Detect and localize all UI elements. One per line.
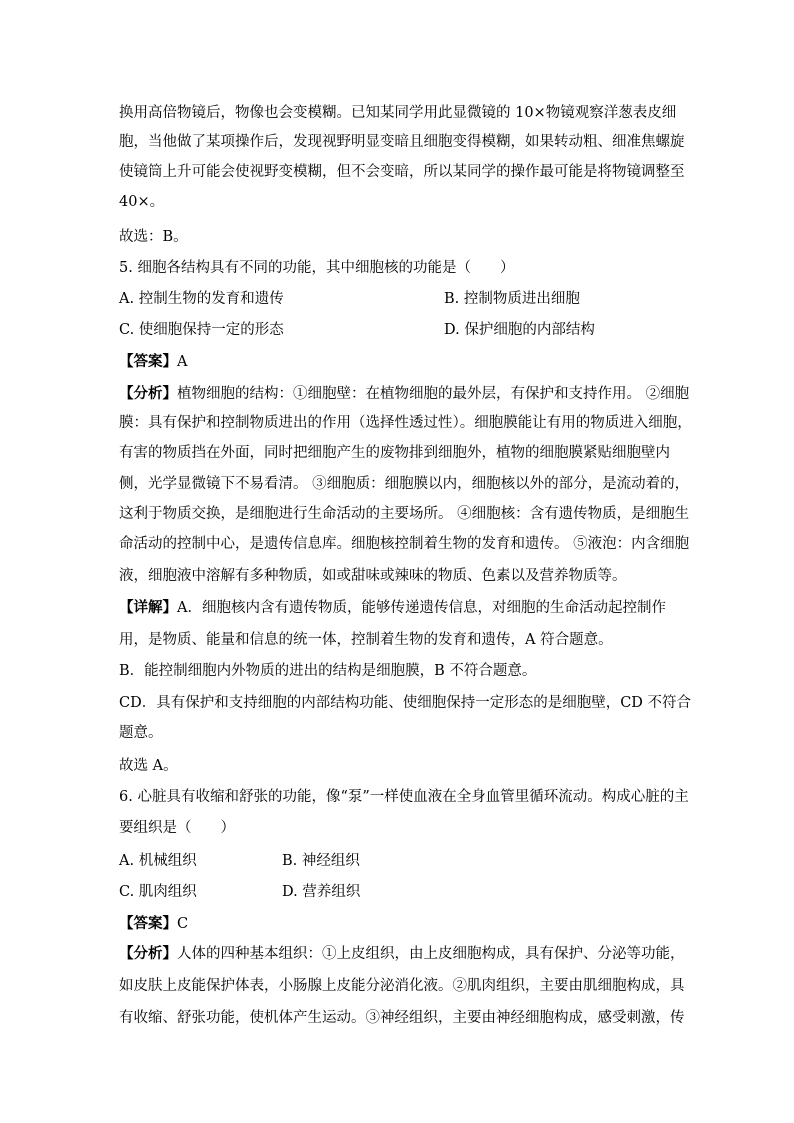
q5-answer-tag: 【答案】 <box>119 353 177 370</box>
q5-answer <box>119 352 187 372</box>
q5-analysis-line-4: 侧，光学显微镜下不易看清。 ③细胞质：细胞膜以内，细胞核以外的部分，是流动着的， <box>119 476 690 492</box>
q5-stem: 5. 细胞各结构具有不同的功能，其中细胞核的功能是（ ） <box>119 260 515 276</box>
q5-detail-line-1 <box>119 598 666 618</box>
q5-detail-line-5: 题意。 <box>119 725 163 741</box>
q4-line-2: 胞，当他做了某项操作后，发现视野明显变暗且细胞变得模糊，如果转动粗、细准焦螺旋 <box>119 134 685 150</box>
q6-option-b: B. 神经组织 <box>282 853 360 869</box>
q6-answer-value: C <box>177 916 189 932</box>
q5-answer-value: A <box>177 354 188 370</box>
q5-option-b: B. 控制物质进出细胞 <box>444 291 580 307</box>
q5-option-c: C. 使细胞保持一定的形态 <box>119 322 284 338</box>
q4-line-3: 使镜筒上升可能会使视野变模糊，但不会变暗，所以某同学的操作最可能是将物镜调整至 <box>119 164 685 180</box>
q6-analysis-line-2: 如皮肤上皮能保护体表，小肠腺上皮能分泌消化液。②肌肉组织，主要由肌细胞构成，具 <box>119 978 685 994</box>
q6-analysis-text-1: 人体的四种基本组织：①上皮组织，由上皮细胞构成，具有保护、分泌等功能， <box>177 946 685 962</box>
q5-analysis-line-2: 膜：具有保护和控制物质进出的作用（选择性透过性）。细胞膜能让有用的物质进入细胞， <box>119 415 692 431</box>
q5-analysis-line-6: 命活动的控制中心，是遗传信息库。细胞核控制着生物的发育和遗传。 ⑤液泡：内含细胞 <box>119 536 690 552</box>
q5-detail-tag: 【详解】 <box>119 599 177 616</box>
q6-option-a: A. 机械组织 <box>119 853 197 869</box>
q6-stem-line-1: 6. 心脏具有收缩和舒张的功能，像“泵”一样使血液在全身血管里循环流动。构成心脏的主 <box>119 789 689 805</box>
q5-option-a: A. 控制生物的发育和遗传 <box>119 291 284 307</box>
q6-analysis-line-1 <box>119 944 685 964</box>
q5-detail-line-2: 用，是物质、能量和信息的统一体，控制着生物的发育和遗传，A 符合题意。 <box>119 632 613 648</box>
q5-analysis-line-7: 液，细胞液中溶解有多种物质，如或甜味或辣味的物质、色素以及营养物质等。 <box>119 568 627 584</box>
q5-analysis-tag: 【分析】 <box>119 385 177 402</box>
q5-analysis-text-1: 植物细胞的结构：①细胞壁：在植物细胞的最外层，有保护和支持作用。 ②细胞 <box>177 386 690 402</box>
q4-line-1: 换用高倍物镜后，物像也会变模糊。已知某同学用此显微镜的 10×物镜观察洋葱表皮细 <box>119 105 677 121</box>
q5-detail-line-4: CD．具有保护和支持细胞的内部结构功能、使细胞保持一定形态的是细胞壁，CD 不符合 <box>119 695 692 711</box>
q4-choice: 故选：B。 <box>119 229 188 245</box>
q4-line-4: 40×。 <box>119 194 165 210</box>
q6-stem-line-2: 要组织是（ ） <box>119 820 235 836</box>
q6-option-c: C. 肌肉组织 <box>119 884 197 900</box>
q5-detail-text-1: A．细胞核内含有遗传物质，能够传递遗传信息，对细胞的生命活动起控制作 <box>177 600 666 616</box>
q5-detail-line-3: B．能控制细胞内外物质的进出的结构是细胞膜，B 不符合题意。 <box>119 663 537 679</box>
q5-option-d: D. 保护细胞的内部结构 <box>444 322 595 338</box>
q6-answer <box>119 914 188 934</box>
q6-analysis-tag: 【分析】 <box>119 945 177 962</box>
q5-analysis-line-3: 有害的物质挡在外面，同时把细胞产生的废物排到细胞外，植物的细胞膜紧贴细胞壁内 <box>119 445 670 461</box>
q5-analysis-line-5: 这利于物质交换，是细胞进行生命活动的主要场所。 ④细胞核：含有遗传物质，是细胞生 <box>119 506 690 522</box>
q6-option-d: D. 营养组织 <box>282 884 361 900</box>
q6-analysis-line-3: 有收缩、舒张功能，使机体产生运动。③神经组织，主要由神经细胞构成，感受刺激，传 <box>119 1010 685 1026</box>
q6-answer-tag: 【答案】 <box>119 915 177 932</box>
q5-choice: 故选 A。 <box>119 758 178 774</box>
q5-analysis-line-1 <box>119 384 689 404</box>
